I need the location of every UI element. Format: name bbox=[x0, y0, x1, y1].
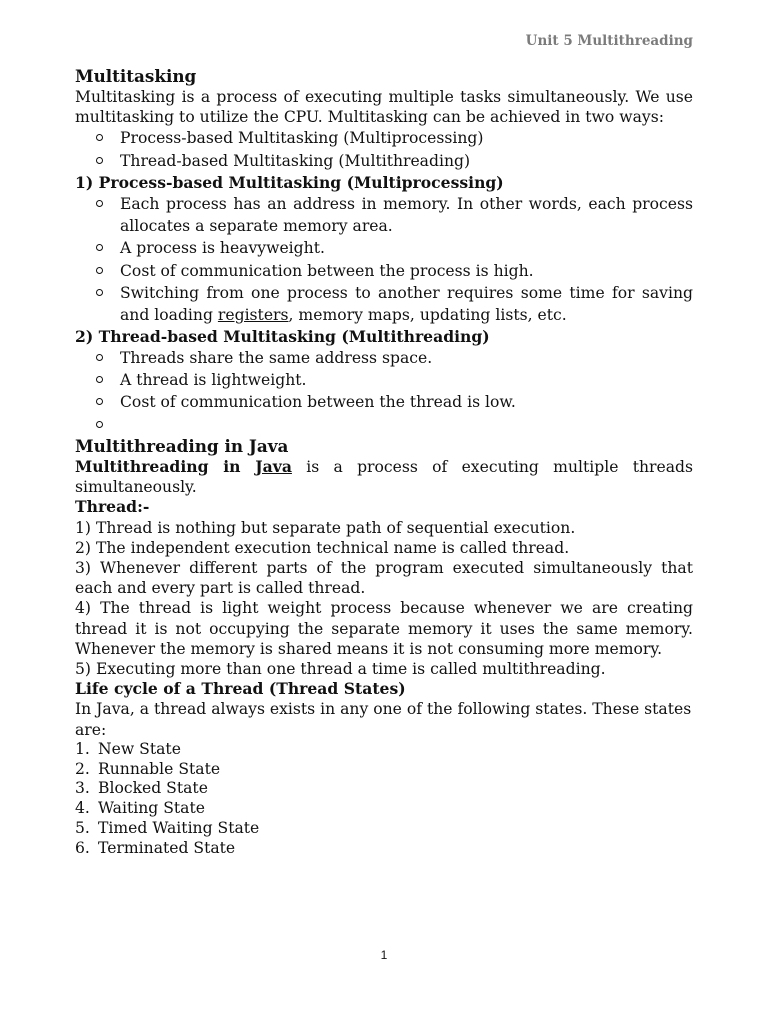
list-item bbox=[75, 414, 693, 436]
page-header: Unit 5 Multithreading bbox=[525, 33, 693, 49]
circle-bullet-icon bbox=[96, 398, 103, 405]
list-item: Cost of communication between the process is high. bbox=[75, 260, 693, 282]
thread-point: 4) The thread is light weight process because whenever we are creating thread it is not occupying the separate memory it uses the same memory. Whenever the memory is shared means it is not consuming more memory. bbox=[75, 599, 693, 658]
thread-heading: Thread:- bbox=[75, 497, 150, 517]
list-item: A process is heavyweight. bbox=[75, 237, 693, 259]
thread-based-heading: 2) Thread-based Multitasking (Multithreading) bbox=[75, 326, 490, 346]
list-item: 1. New State bbox=[75, 739, 181, 758]
process-based-heading: 1) Process-based Multitasking (Multiprocessing) bbox=[75, 172, 504, 192]
list-item: 3. Blocked State bbox=[75, 779, 208, 798]
circle-bullet-icon bbox=[96, 267, 103, 274]
java-intro: Multithreading in Java is a process of executing multiple threads simultaneously. bbox=[75, 456, 693, 497]
list-item: 4. Waiting State bbox=[75, 799, 205, 818]
circle-bullet-icon bbox=[96, 157, 103, 164]
thread-point: 3) Whenever different parts of the program executed simultaneously that each and every part is called thread. bbox=[75, 558, 693, 598]
thread-states-list bbox=[75, 740, 693, 859]
circle-bullet-icon bbox=[96, 376, 103, 383]
list-item: A thread is lightweight. bbox=[75, 369, 693, 391]
java-heading: Multithreading in Java bbox=[75, 435, 289, 456]
multitasking-heading: Multitasking bbox=[75, 66, 197, 86]
thread-point: 2) The independent execution technical name is called thread. bbox=[75, 538, 570, 557]
circle-bullet-icon bbox=[96, 354, 103, 361]
list-item: Each process has an address in memory. In other words, each process allocates a separate memory area. bbox=[75, 193, 693, 238]
circle-bullet-icon bbox=[96, 289, 103, 296]
process-based-list bbox=[75, 193, 693, 327]
list-item: Threads share the same address space. bbox=[75, 347, 693, 369]
list-item: 5. Timed Waiting State bbox=[75, 819, 260, 837]
circle-bullet-icon bbox=[96, 134, 103, 141]
multitasking-ways-list bbox=[75, 127, 693, 172]
list-item: 2. Runnable State bbox=[75, 759, 221, 778]
document-body bbox=[75, 66, 693, 859]
circle-bullet-icon bbox=[96, 421, 103, 428]
list-item: Process-based Multitasking (Multiprocessing) bbox=[75, 127, 693, 150]
thread-point: 5) Executing more than one thread a time is called multithreading. bbox=[75, 660, 606, 678]
thread-based-list bbox=[75, 347, 693, 436]
circle-bullet-icon bbox=[96, 200, 103, 207]
thread-point: 1) Thread is nothing but separate path of sequential execution. bbox=[75, 518, 576, 537]
list-item: 6. Terminated State bbox=[75, 838, 236, 857]
list-item: Switching from one process to another requires some time for saving and loading registers, memory maps, updating lists, etc. bbox=[75, 282, 693, 327]
registers-link[interactable]: registers bbox=[217, 306, 289, 325]
circle-bullet-icon bbox=[96, 244, 103, 251]
java-link[interactable]: Java bbox=[255, 456, 292, 476]
lifecycle-intro: In Java, a thread always exists in any one of the following states. These states are: bbox=[75, 700, 692, 739]
list-item: Cost of communication between the thread is low. bbox=[75, 391, 693, 413]
page-number: 1 bbox=[380, 948, 388, 962]
multitasking-intro: Multitasking is a process of executing multiple tasks simultaneously. We use multitasking to utilize the CPU. Multitasking can be achieved in two ways: bbox=[75, 88, 693, 127]
list-item: Thread-based Multitasking (Multithreading) bbox=[75, 150, 693, 173]
lifecycle-heading: Life cycle of a Thread (Thread States) bbox=[75, 679, 406, 699]
